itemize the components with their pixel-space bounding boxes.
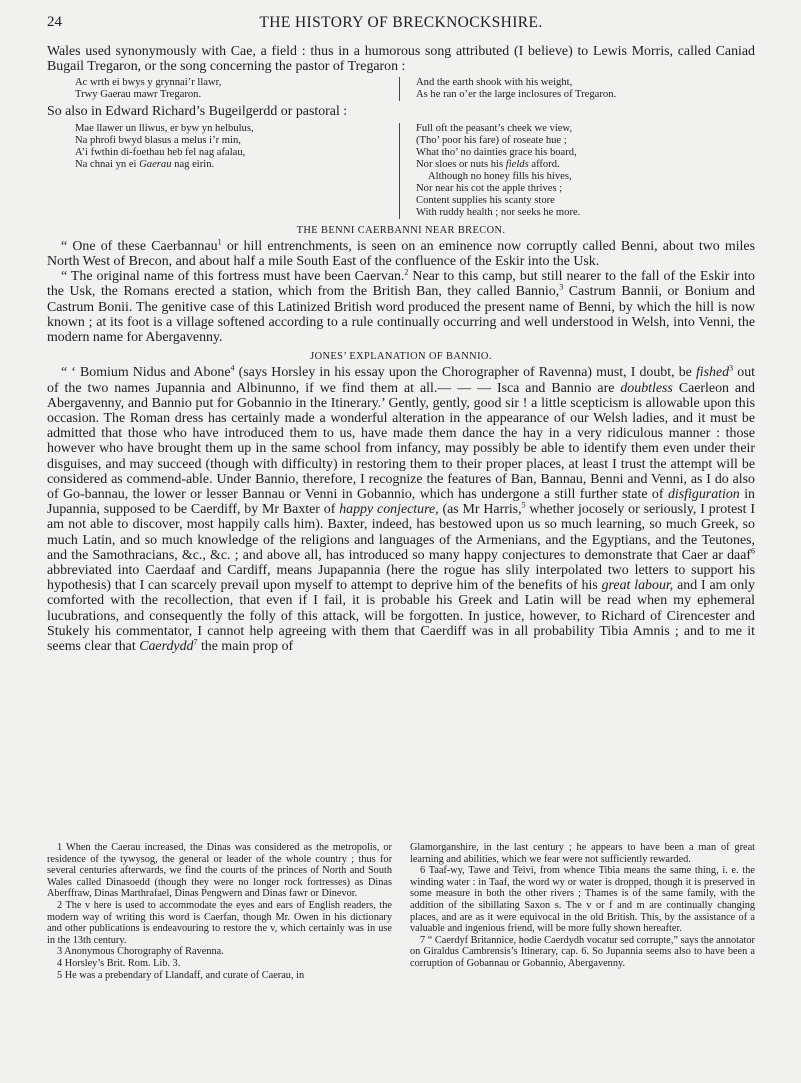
verse-line: A’i fwthin di-foethau heb fel nag afalau,: [75, 146, 246, 158]
text-run: whether jocosely or seriously, I protest I am not able to discover, most happily calls him). Baxter, indeed, has bestowed upon us so much learning, so much Greek, so much Latin, and so much knowledge of the religions and languages of the Armenians, and the Egyptians, and the Teutones, and the Samothracians, &c., &c. ; and above all, has introduced so many happy conjectures to demonstrate that Caer ar daaf: [47, 502, 755, 563]
intro-paragraph-2: So also in Edward Richard’s Bugeilgerdd or pastoral :: [47, 104, 348, 120]
verse-line: Full oft the peasant’s cheek we view,: [416, 122, 573, 134]
verse-text: Nor sloes or nuts his: [416, 158, 506, 170]
footnote: 2 The v here is used to accommodate the eyes and ears of English readers, the modern way of writing this word is Caerfan, though Mr. Owen in his dictionary and other publications is endeavouring to restore the v, which certainly was in use in the 13th century.: [47, 899, 392, 946]
text-run: “ The original name of this fortress must have been Caervan.: [61, 269, 405, 285]
footnote: 7 “ Caerdyf Britannice, hodie Caerdydh vocatur sed corrupte,” says the annotator on Giraldus Cambrensis’s Itinerary, cap. 6. So Jupannia seems also to have been a corruption of Gobannau or Gobannio, Abergavenny.: [410, 934, 755, 969]
footnote-ref: 3: [559, 282, 564, 292]
text-run: and I am only comforted with the recollection, that even if I fail, it is probable his Greek and Latin will be read when my ephemeral lucubrations, and consequently the folly of this attack, will be forgotten. In justice, however, to Richard of Cirencester and Stukely his commentator, I cannot help agreeing with them that Caerdiff was in all probability Tibia Amnis ; and to me it seems clear that: [47, 578, 755, 655]
intro-paragraph: Wales used synonymously with Cae, a field : thus in a humorous song attributed (I believe) to Lewis Morris, called Caniad Bugail Tregaron, or the song concerning the pastor of Tregaron :: [47, 44, 755, 75]
english-verse: [399, 123, 755, 219]
verse-block-1: [47, 77, 755, 101]
section-heading: JONES’ EXPLANATION OF BANNIO.: [310, 351, 492, 363]
verse-line: What tho’ no dainties grace his board,: [416, 146, 577, 158]
verse-line: Content supplies his scanty store: [416, 194, 555, 206]
text-run: “ ‘ Bomium Nidus and Abone: [61, 365, 231, 381]
verse-line: (Tho’ poor his fare) of roseate hue ;: [416, 134, 567, 146]
text-run: (as Mr Harris,: [438, 502, 522, 518]
english-verse: [399, 77, 755, 101]
footnote-ref: 1: [217, 237, 222, 247]
italic-word: great labour,: [601, 578, 674, 594]
text-run: Caerleon and Abergavenny, and Bannio put for Gobannio in the Itinerary.’ Gently, gently, good sir ! a little scepticism is allowable upon this occasion. The Roman dress has certainly made a wonderful alteration in the appearance of our Welsh ladies, and it must be admitted that those who have introduced them to us, have made them dance the hay in a very ridiculous manner : those however who have brought them up in the same school from infancy, may possibly be able to identify them even under their disguises, and may succeed (though with difficulty) in restoring them to their proper places, at least I trust the attempt will be considered as commend-able. Under Bannio, therefore, I recognize the features of Ban, Bannau, Benni and Venni, as I do also of Go-bannau, the lower or lesser Bannau or Venni in Gobannio, which has undergone a still further state of: [47, 380, 755, 503]
italic-word: fields: [505, 158, 529, 170]
main-text: [47, 44, 755, 654]
verse-block-2: [47, 123, 755, 219]
footnotes-right-column: [410, 842, 755, 981]
page-number: 24: [47, 14, 62, 30]
footnote: 4 Horsley’s Brit. Rom. Lib. 3.: [57, 957, 181, 969]
verse-line: Trwy Gaerau mawr Tregaron.: [75, 89, 202, 101]
italic-word: doubtless: [620, 380, 673, 396]
paragraph-jones: [47, 365, 755, 654]
footnote-ref: 3: [729, 363, 734, 373]
paragraph-benni: [47, 239, 755, 269]
footnote-ref: 6: [751, 546, 755, 556]
text-run: in Jupannia, supposed to be Caerdiff, by Mr Baxter of: [47, 487, 756, 518]
italic-word: fished: [695, 365, 730, 381]
italic-word: happy conjecture,: [339, 502, 439, 518]
text-run: out of the two names Jupannia and Albinunno, if we find them at all.— — — Isca and Bannio are: [47, 365, 755, 396]
text-run: (says Horsley in his essay upon the Chorographer of Ravenna) must, I doubt, be: [234, 365, 696, 381]
verse-line: Mae llawer un lliwus, er byw yn helbulus,: [75, 122, 254, 134]
text-run: Castrum Bannii, or Bonium and Castrum Bonii. The genitive case of this Latinized British word produced the present name of Benni, by which the hill is now known ; at its foot is a village softened according to a rule continually occurring and well understood in Welsh, into Venni, the modern name for Abergavenny.: [47, 284, 755, 346]
verse-line: [416, 159, 755, 171]
footnote: 1 When the Caerau increased, the Dinas was considered as the metropolis, or residence of the tywysog, the general or leader of the whole country ; thus for several centuries afterwards, we find the courts of the princes of North and South Wales called Dinasoedd (though they were no longer rock fortresses) as Dinas Aberffraw, Dinas Marthrafael, Dinas Pengwern and Dinas fawr or Dinevor.: [47, 842, 392, 900]
footnote-ref: 4: [230, 363, 235, 373]
verse-line: Na phrofi bwyd blasus a melus i’r min,: [75, 134, 241, 146]
section-heading: THE BENNI CAERBANNI NEAR BRECON.: [296, 224, 506, 236]
footnote-ref: 7: [193, 637, 198, 647]
verse-text: afford.: [528, 158, 560, 170]
footnotes: [47, 842, 755, 981]
verse-line: As he ran o’er the large inclosures of Tregaron.: [416, 89, 617, 101]
welsh-verse: [47, 77, 399, 101]
italic-word: disfiguration: [667, 487, 740, 503]
text-run: the main prop of: [197, 639, 294, 655]
paragraph-caervan: [47, 269, 755, 345]
italic-word: Gaerau: [139, 158, 172, 170]
footnote: 6 Taaf-wy, Tawe and Teivi, from whence Tibia means the same thing, i. e. the winding water : in Taaf, the word wy or water is dropped, though it is preserved in some measure in both the other rivers ; Thames is of the same family, with the addition of the sibillating Saxon s. The v or f and m are continually changing places, and are as it were equivocal in the old British. This, by the assistance of a valuable and ingenious friend, will be more fully shown hereafter.: [410, 865, 755, 935]
running-title: THE HISTORY OF BRECKNOCKSHIRE.: [259, 14, 543, 31]
footnote: 5 He was a prebendary of Llandaff, and curate of Caerau, in: [57, 969, 305, 981]
verse-line: Nor near his cot the apple thrives ;: [416, 182, 563, 194]
footnote-continued: Glamorganshire, in the last century ; he appears to have been a man of great learning and abilities, which we fear were not sufficiently rewarded.: [410, 842, 755, 865]
footnotes-left-column: [47, 842, 392, 981]
footnote: 3 Anonymous Chorography of Ravenna.: [57, 946, 224, 958]
italic-word: Caerdydd: [139, 639, 194, 655]
text-run: abbreviated into Caerdaaf and Cardiff, means Jupapannia (here the rogue has slily interpolated two letters to support his hypothesis) that I can scarcely prevail upon myself to attempt to deprive him of the benefits of his: [47, 563, 755, 594]
verse-line: [75, 159, 399, 171]
text-run: or hill entrenchments, is seen on an eminence now corruptly called Benni, about two miles North West of Brecon, and about half a mile South East of the confluence of the Eskir into the Usk.: [47, 238, 755, 270]
footnote-ref: 2: [404, 267, 409, 277]
running-header: [47, 14, 755, 34]
verse-text: Na chnai yn ei: [75, 158, 140, 170]
text-run: Near to this camp, but still nearer to the fall of the Eskir into the Usk, the Romans erected a station, which from the British Ban, they called Bannio,: [47, 269, 755, 300]
text-run: “ One of these Caerbannau: [61, 238, 218, 254]
verse-line: And the earth shook with his weight,: [416, 77, 573, 89]
verse-text: nag eirin.: [171, 158, 215, 170]
footnote-ref: 5: [521, 500, 526, 510]
welsh-verse: [47, 123, 399, 219]
verse-line: With ruddy health ; nor seeks he more.: [416, 206, 581, 218]
verse-line: Although no honey fills his hives,: [428, 170, 572, 182]
verse-line: Ac wrth ei bwys y grynnai’r llawr,: [75, 77, 222, 89]
